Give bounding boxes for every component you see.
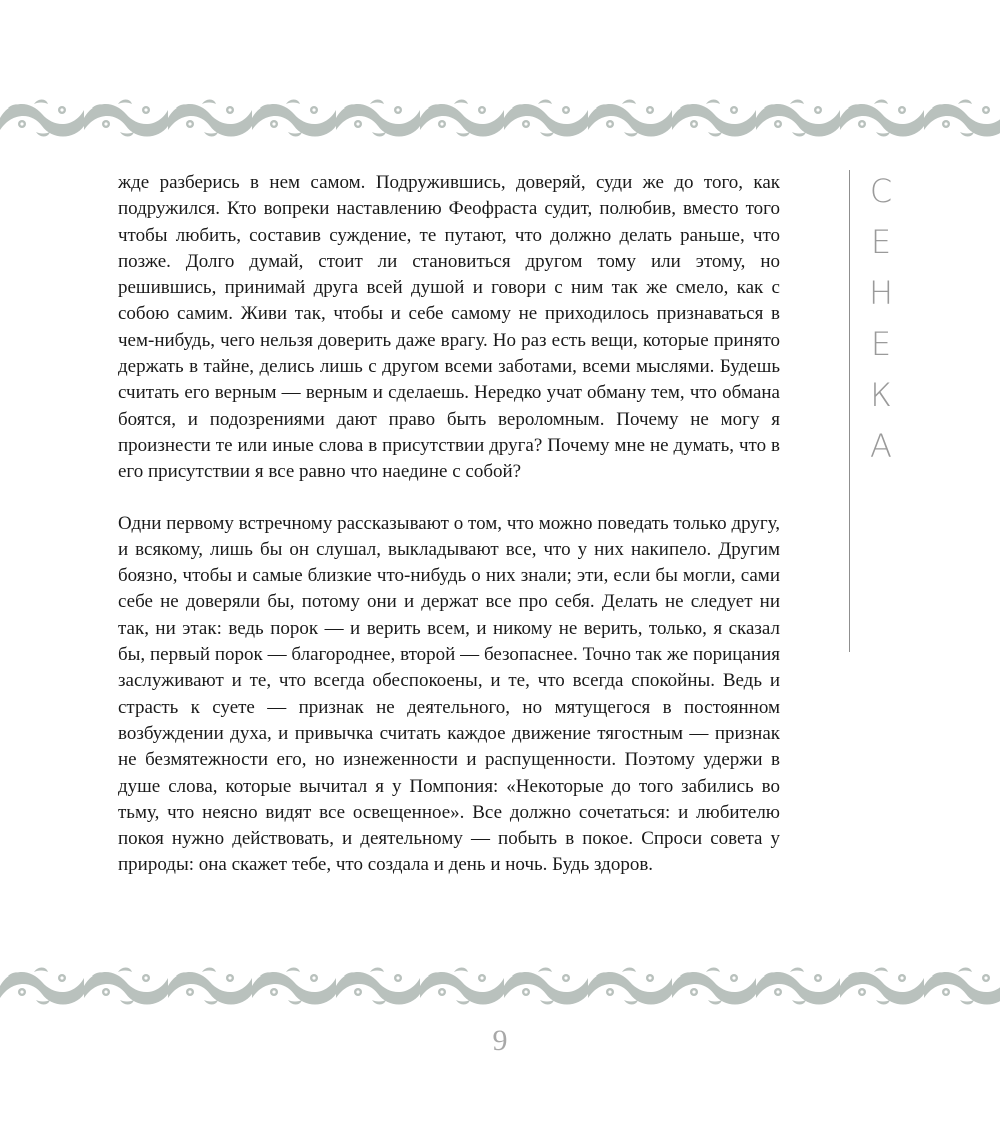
paragraph-2: Одни первому встречному рассказывают о том, что можно поведать только другу, и всякому, лишь бы он слушал, выкладывают все, что у них накипело. Другим боязно, чтобы и самые близкие что-нибудь о них знали; эти, если бы могли, сами себе не доверяли бы, потому они и держат все про себя. Делать не следует ни так, ни этак: ведь порок — и верить всем, и никому не верить, только, я сказал бы, первый порок — благороднее, второй — безопаснее. Точно так же порицания заслуживают и те, что всегда обеспокоены, и те, что всегда спокойны. Ведь и страсть к суете — признак не деятельного, но мятущегося в постоянном возбуждении духа, и привычка считать каждое движение тягостным — признак не безмятежности его, но изнеженности и распущенности. Поэтому удержи в душе слова, которые вычитал я у Помпония: «Некоторые до того забились во тьму, что неясно видят все освещенное». Все должно сочетаться: и любителю покоя нужно действовать, и деятельному — побыть в покое. Спроси совета у природы: она скажет тебе, что создала и день и ночь. Будь здоров. xyxy=(118,512,780,876)
bottom-ornament-border xyxy=(0,964,1000,1008)
side-title-letter: К xyxy=(870,376,892,414)
side-title-letter: С xyxy=(869,172,893,210)
paragraph-1: жде разберись в нем самом. Подружившись, доверяй, суди же до того, как подружился. Кто вопреки наставлению Феофраста судит, полюбив, вместо того чтобы любить, составив суждение, те путают, что должно делать раньше, что позже. Долго думай, стоит ли становиться другом тому или этому, но решившись, принимай друга всей душой и говори с ним так же смело, как с собою самим. Живи так, чтобы и себе самому не приходилось признаваться в чем-нибудь, чего нельзя доверить даже врагу. Но раз есть вещи, которые принято держать в тайне, делись лишь с другом всеми заботами, всеми мыслями. Будешь считать его верным — верным и сделаешь. Нередко учат обману тем, что обмана боятся, и подозрениями дают право быть вероломным. Почему не могу я произнести те или иные слова в присутствии друга? Почему мне не думать, что в его присутствии я все равно что наедине с собой? xyxy=(118,172,780,483)
page-number: 9 xyxy=(492,1024,508,1057)
side-title-letter: Н xyxy=(868,274,894,312)
text-column xyxy=(118,170,780,879)
side-vertical-rule xyxy=(849,170,850,652)
side-title-letter: Е xyxy=(870,223,892,261)
side-title-seneca xyxy=(866,166,896,472)
side-title-letter: Е xyxy=(870,325,892,363)
side-title-letter: А xyxy=(870,427,892,465)
top-ornament-border xyxy=(0,96,1000,140)
